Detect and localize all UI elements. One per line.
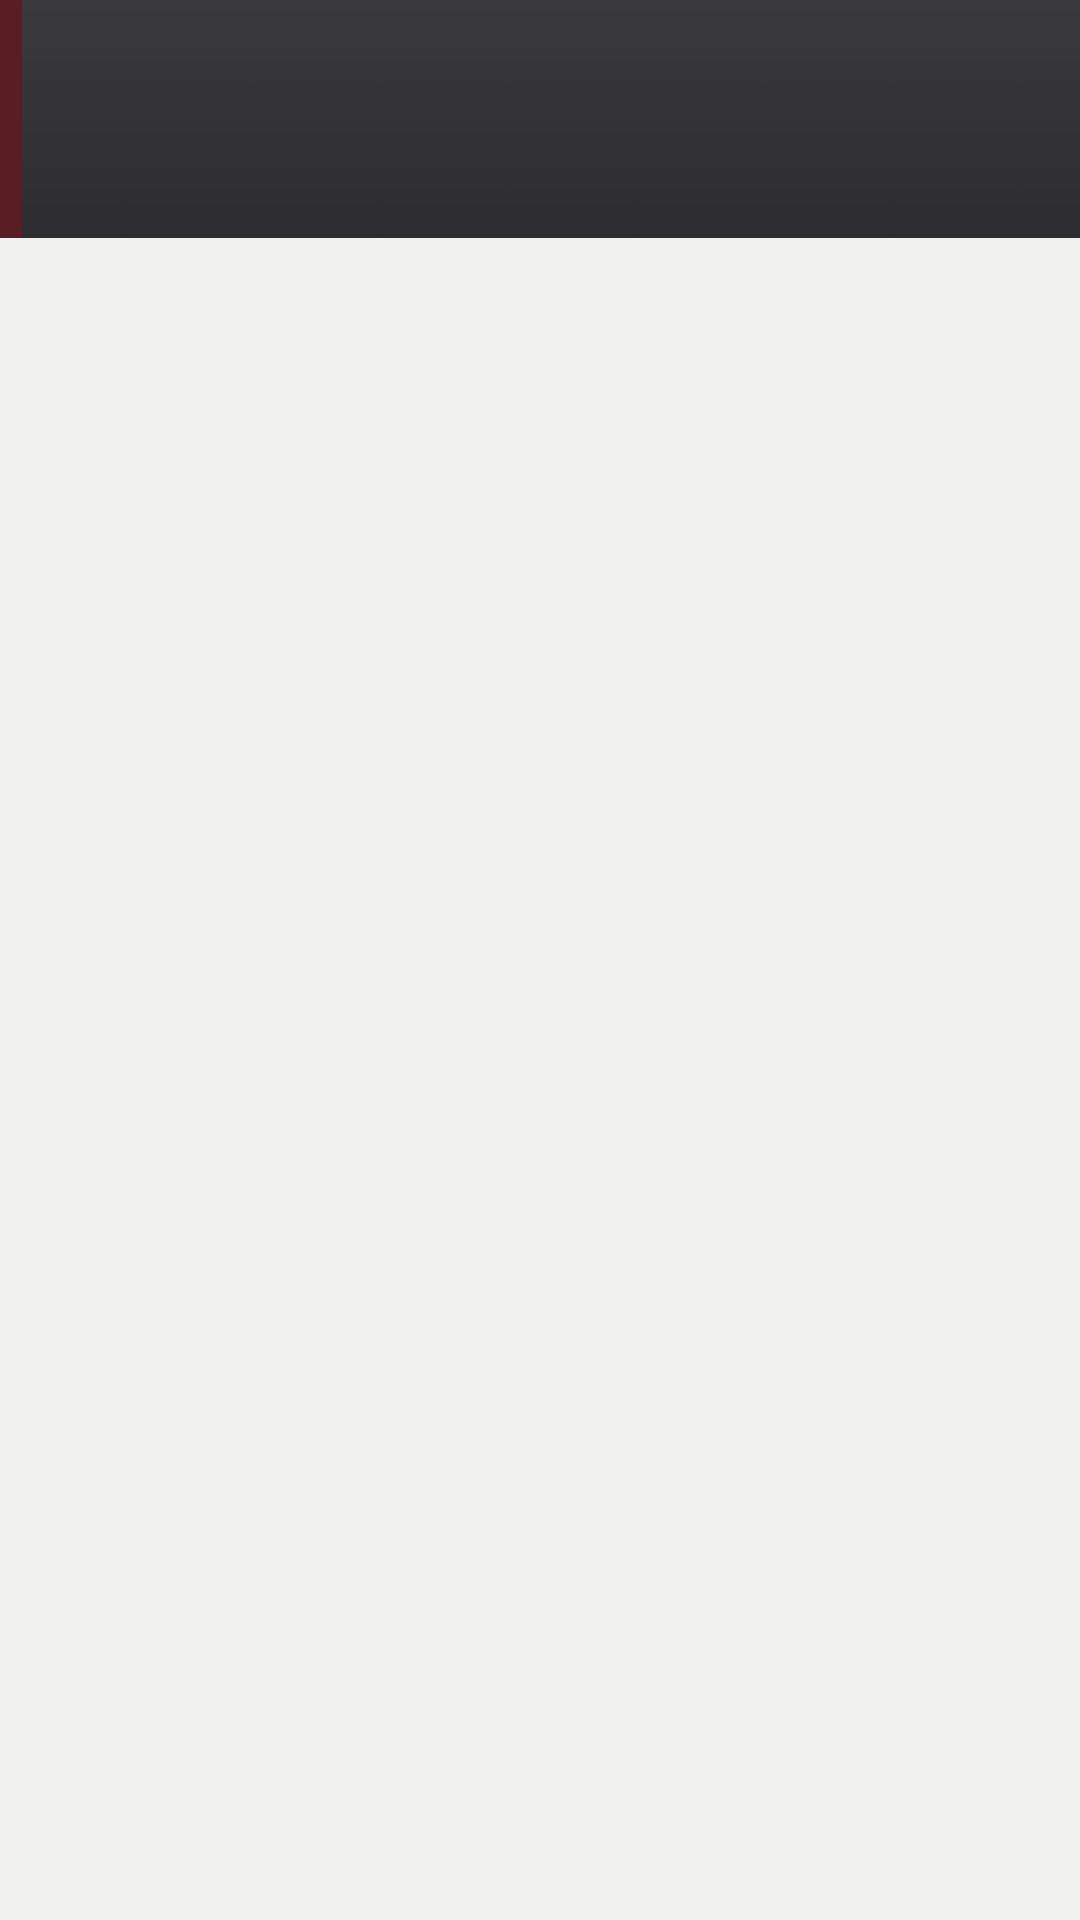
red-edge (0, 0, 22, 250)
dark-background (0, 0, 1080, 250)
paper-sheet (0, 238, 1080, 1920)
